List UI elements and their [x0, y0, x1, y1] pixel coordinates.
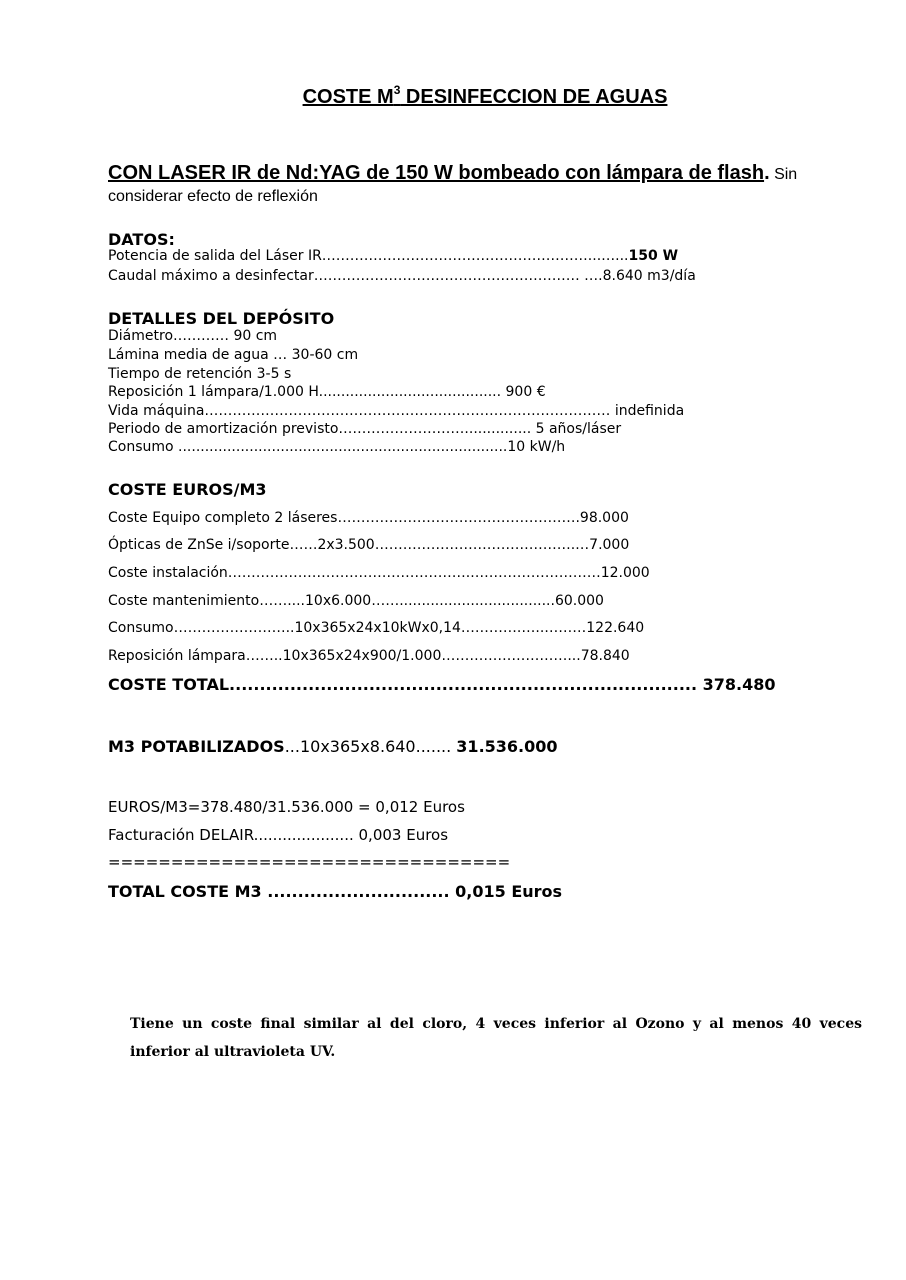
conclusion-note: Tiene un coste final similar al del cloro, 4 veces inferior al Ozono y al menos 40 veces inferior al ultravioleta UV.	[130, 1016, 862, 1060]
coste-line: Consumo……………………..10x365x24x10kWx0,14………….…..………122.640	[108, 620, 645, 636]
m3-potabilizados: M3 POTABILIZADOS...10x365x8.640....... 31.536.000	[108, 737, 558, 756]
deposito-line: Vida máquina…………………………………………………………………………… indefinida	[108, 403, 685, 419]
separator-line: ================================	[108, 853, 511, 871]
coste-line: Coste Equipo completo 2 láseres…………………………………………….98.000	[108, 510, 629, 526]
subtitle: CON LASER IR de Nd:YAG de 150 W bombeado con lámpara de flash. Sin considerar efecto de reflexión	[108, 162, 798, 205]
subtitle-rest: Sin considerar efecto de reflexión	[108, 166, 798, 205]
coste-line: Ópticas de ZnSe i/soporte……2x3.500…………………………………….…7.000	[108, 537, 630, 553]
deposito-line: Reposición 1 lámpara/1.000 H......................................... 900 €	[108, 384, 546, 400]
deposito-line: Periodo de amortización previsto………………………............... 5 años/láser	[108, 421, 622, 437]
coste-line: Coste mantenimiento……....10x6.000……...................................60.000	[108, 593, 604, 609]
deposito-line: Consumo ..........................................................................10 kW/h	[108, 439, 566, 455]
euros-m3-line: EUROS/M3=378.480/31.536.000 = 0,012 Euros	[108, 798, 465, 816]
deposito-line: Lámina media de agua … 30-60 cm	[108, 347, 359, 363]
datos-line: Potencia de salida del Láser IR…………………………………………………...…...150 W	[108, 248, 679, 264]
total-coste-m3: TOTAL COSTE M3 .............................. 0,015 Euros	[108, 882, 563, 901]
document-title: COSTE $M^3$ DESINFECCION DE AGUAS	[302, 83, 668, 108]
deposito-line: Tiempo de retención 3-5 s	[108, 366, 292, 382]
coste-heading: COSTE EUROS/M3	[108, 480, 267, 499]
subtitle-main: CON LASER IR de Nd:YAG de 150 W bombeado con lámpara de flash	[108, 162, 765, 184]
datos-line: Caudal máximo a desinfectar………………………………………………… ….8.640 m3/día	[108, 268, 696, 284]
coste-line: Coste instalación……………………………………………..………………………12.000	[108, 565, 650, 581]
coste-line: Reposición lámpara……..10x365x24x900/1.000………………………...78.840	[108, 648, 630, 664]
deposito-heading: DETALLES DEL DEPÓSITO	[108, 309, 335, 328]
deposito-line: Diámetro………… 90 cm	[108, 328, 278, 344]
facturacion-line: Facturación DELAIR..................... 0,003 Euros	[108, 826, 449, 844]
datos-heading: DATOS:	[108, 230, 175, 249]
coste-total: COSTE TOTAL............................................................................. 378.480	[108, 675, 776, 694]
